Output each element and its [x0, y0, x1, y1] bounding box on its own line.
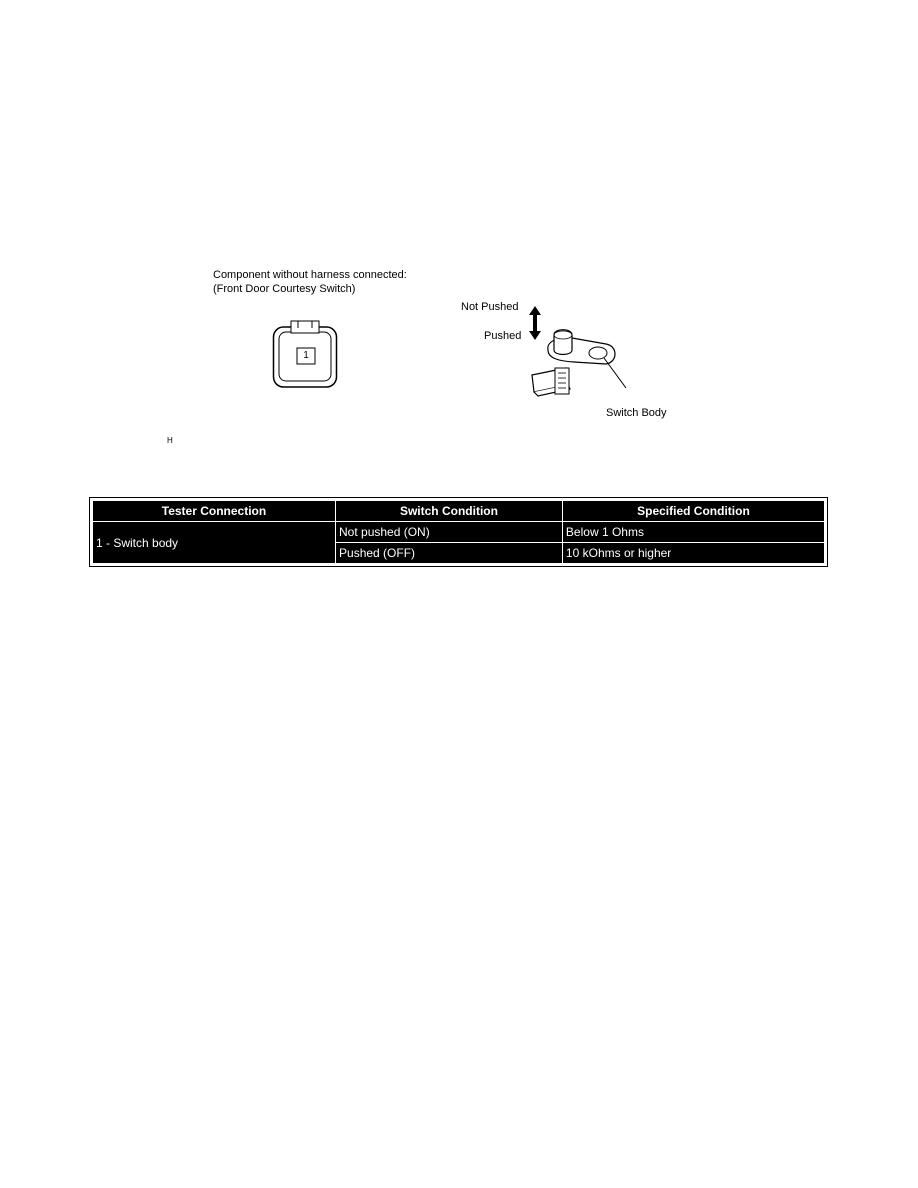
inspection-table-frame [89, 497, 828, 567]
switch-condition-cell: Pushed (OFF) [336, 543, 563, 564]
table-header-row [93, 501, 825, 522]
column-header: Tester Connection [93, 501, 336, 522]
tester-connection-cell: 1 - Switch body [93, 522, 336, 564]
column-header: Switch Condition [336, 501, 563, 522]
connector-pin-number: 1 [303, 350, 309, 361]
switch-condition-cell: Not pushed (ON) [336, 522, 563, 543]
specified-condition-cell: Below 1 Ohms [562, 522, 824, 543]
figure-caption: Component without harness connected: [213, 269, 407, 281]
pushed-label: Pushed [484, 330, 522, 342]
switch-figure [150, 262, 710, 457]
figure-subcaption: (Front Door Courtesy Switch) [213, 283, 356, 295]
inspection-table [92, 500, 825, 564]
courtesy-switch-illustration [528, 328, 640, 418]
specified-condition-cell: 10 kOhms or higher [562, 543, 824, 564]
table-row [93, 522, 825, 543]
switch-body-label: Switch Body [606, 407, 667, 419]
figure-code: H [167, 436, 173, 445]
not-pushed-label: Not Pushed [461, 301, 519, 313]
column-header: Specified Condition [562, 501, 824, 522]
